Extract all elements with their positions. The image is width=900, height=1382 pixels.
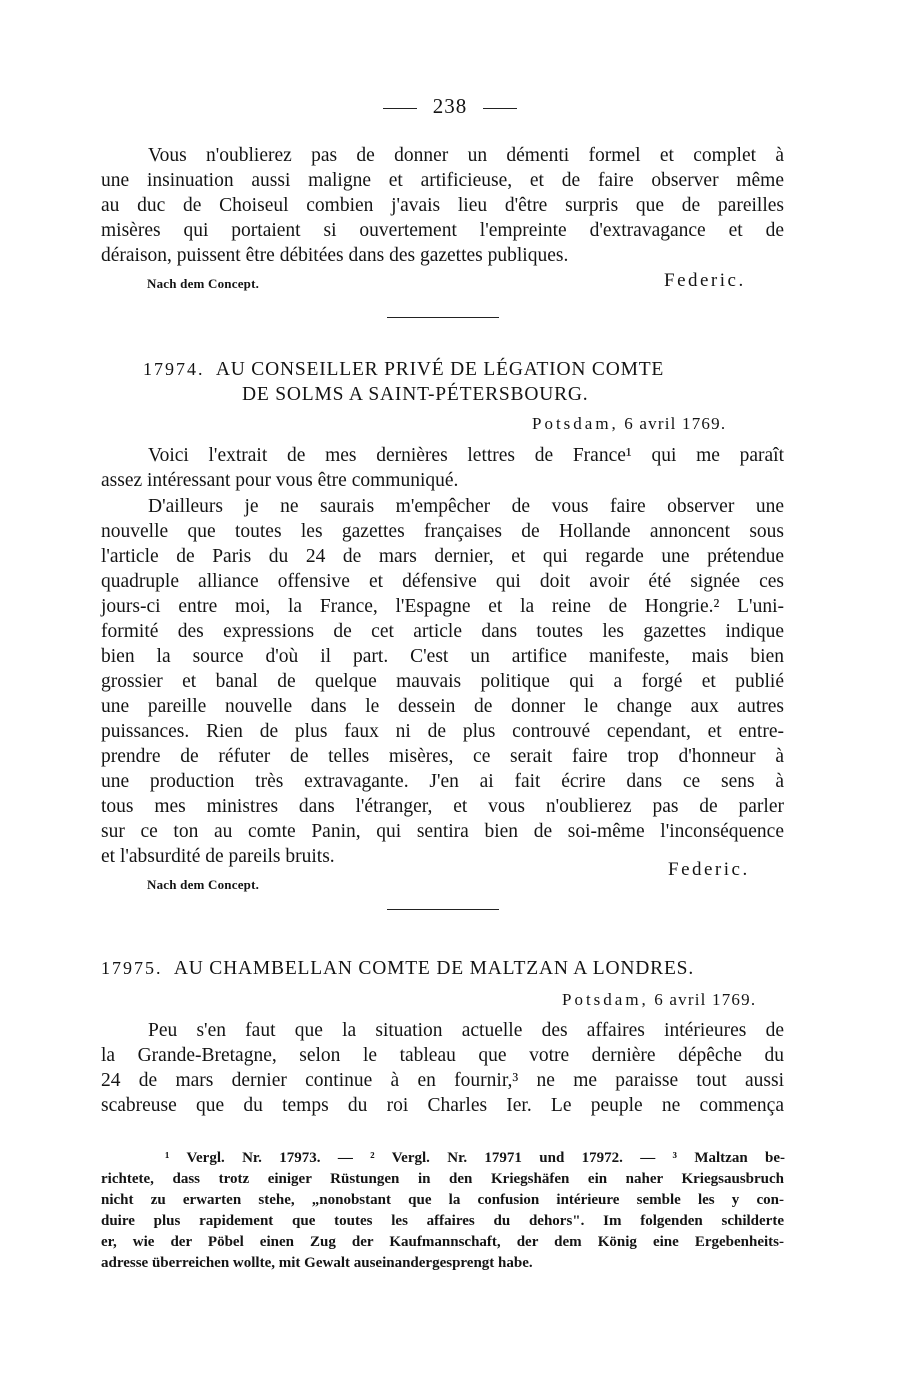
text-line: l'article de Paris du 24 de mars dernier, et qui regarde une prétendue — [101, 546, 784, 567]
text-line: Peu s'en faut que la situation actuelle des affaires intérieures de — [148, 1020, 784, 1041]
text-line: bien la source d'où il part. C'est un artifice manifeste, mais bien — [101, 646, 784, 667]
text-line: une production très extravagante. J'en ai fait écrire dans ce sens à — [101, 771, 784, 792]
text-line: la Grande-Bretagne, selon le tableau que votre dernière dépêche du — [101, 1045, 784, 1066]
text-line: Voici l'extrait de mes dernières lettres de France¹ qui me paraît — [148, 445, 784, 466]
letter-heading-line-2: DE SOLMS A SAINT-PÉTERSBOURG. — [242, 384, 589, 405]
text-line: quadruple alliance offensive et défensive qui doit avoir été signée ces — [101, 571, 784, 592]
dateline-place: Potsdam, — [532, 414, 619, 433]
text-line: déraison, puissent être débitées dans des gazettes publiques. — [101, 245, 569, 266]
text-line: nouvelle que toutes les gazettes françaises de Hollande annoncent sous — [101, 521, 784, 542]
letter-number: 17975. — [101, 958, 163, 978]
letter-heading — [143, 359, 664, 381]
dateline — [532, 414, 726, 434]
text-line: et l'absurdité de pareils bruits. — [101, 846, 335, 867]
letter-heading-line-1: AU CONSEILLER PRIVÉ DE LÉGATION COMTE — [215, 359, 665, 380]
footnote-line: adresse überreichen wollte, mit Gewalt auseinandergesprengt habe. — [101, 1255, 533, 1271]
text-line: une insinuation aussi maligne et artificieuse, et de faire observer même — [101, 170, 784, 191]
text-line: grossier et banal de quelque mauvais politique qui a forgé et publié — [101, 671, 784, 692]
page-number-dash-left — [383, 108, 417, 109]
text-line: 24 de mars dernier continue à en fournir,³ ne me paraisse tout aussi — [101, 1070, 784, 1091]
text-line: scabreuse que du temps du roi Charles Ier. Le peuple ne commença — [101, 1095, 784, 1116]
text-line: jours-ci entre moi, la France, l'Espagne et la reine de Hongrie.² L'uni- — [101, 596, 784, 617]
text-line: une pareille nouvelle dans le dessein de donner le change aux autres — [101, 696, 784, 717]
section-divider — [387, 317, 499, 318]
text-line: D'ailleurs je ne saurais m'empêcher de vous faire observer une — [148, 496, 784, 517]
text-line: puissances. Rien de plus faux ni de plus controuvé cependant, et entre- — [101, 721, 784, 742]
text-line: tous mes ministres dans l'étranger, et vous n'oublierez pas de parler — [101, 796, 784, 817]
page-number-dash-right — [483, 108, 517, 109]
footnote-line: nicht zu erwarten stehe, „nonobstant que la confusion intérieure semble les y con- — [101, 1192, 784, 1208]
dateline-date: 6 avril 1769. — [624, 414, 727, 433]
text-line: sur ce ton au comte Panin, qui sentira bien de soi-même l'inconséquence — [101, 821, 784, 842]
signature: Federic. — [668, 859, 750, 880]
letter-heading — [101, 958, 694, 980]
dateline — [562, 990, 756, 1010]
letter-heading-text: AU CHAMBELLAN COMTE DE MALTZAN A LONDRES. — [173, 958, 694, 979]
footnote-line: richtete, dass trotz einiger Rüstungen in den Kriegshäfen ein naher Kriegsausbruch — [101, 1171, 784, 1187]
source-note: Nach dem Concept. — [147, 276, 260, 291]
dateline-place: Potsdam, — [562, 990, 649, 1009]
footnote-line: duire plus rapidement que toutes les affaires du dehors". Im folgenden schilderte — [101, 1213, 784, 1229]
letter-number: 17974. — [143, 359, 205, 379]
dateline-date: 6 avril 1769. — [654, 990, 757, 1009]
footnote-line: er, wie der Pöbel einen Zug der Kaufmannschaft, der dem König eine Ergebenheits- — [101, 1234, 784, 1250]
text-line: Vous n'oublierez pas de donner un démenti formel et complet à — [148, 145, 784, 166]
footnote-line: ¹ Vergl. Nr. 17973. — ² Vergl. Nr. 17971 und 17972. — ³ Maltzan be- — [165, 1150, 785, 1166]
source-note: Nach dem Concept. — [147, 877, 260, 892]
text-line: assez intéressant pour vous être communiqué. — [101, 470, 459, 491]
page-number: 238 — [432, 94, 468, 118]
text-line: formité des expressions de cet article dans toutes les gazettes indique — [101, 621, 784, 642]
signature: Federic. — [664, 270, 746, 291]
text-line: au duc de Choiseul combien j'avais lieu d'être surpris que de pareilles — [101, 195, 784, 216]
page-number-header — [0, 94, 900, 119]
text-line: misères qui portaient si ouvertement l'empreinte d'extravagance et de — [101, 220, 784, 241]
text-line: prendre de réfuter de telles misères, ce serait faire trop d'honneur à — [101, 746, 784, 767]
section-divider — [387, 909, 499, 910]
